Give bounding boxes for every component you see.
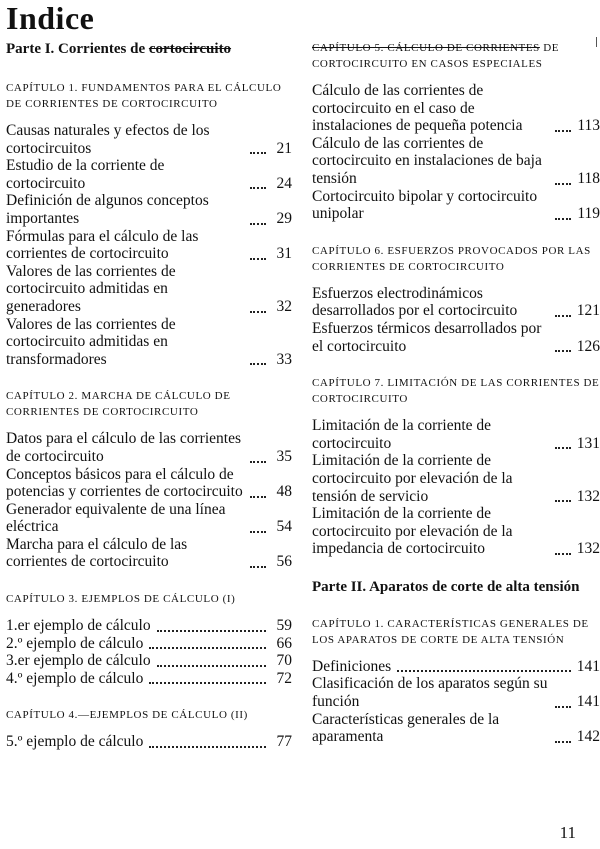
toc-entry-title: 2.º ejemplo de cálculo [6, 634, 144, 652]
toc-entry [6, 501, 292, 536]
dot-leader [250, 152, 266, 154]
left-column [6, 40, 292, 771]
dot-leader [555, 350, 571, 352]
toc-entry [6, 228, 292, 263]
dot-leader [250, 223, 266, 225]
toc-entry [312, 452, 600, 505]
toc-entry-title: Conceptos básicos para el cálculo de potencias y corrientes de cortocircuito [6, 465, 243, 501]
toc-entry [6, 733, 292, 751]
toc-entry [6, 316, 292, 369]
toc-entry [6, 466, 292, 501]
toc-entry-title: Limitación de la corriente de cortocircuito [312, 417, 492, 452]
toc-entry-title: Cálculo de las corrientes de cortocircuito en el caso de instalaciones de pequeña potencia [312, 82, 523, 135]
toc-entry [312, 505, 600, 558]
toc-entry-page: 24 [276, 174, 292, 192]
toc-entry [6, 617, 292, 635]
dot-leader [157, 630, 266, 632]
dot-leader [555, 706, 571, 708]
toc-entry-title: Causas naturales y efectos de los cortocircuitos [6, 122, 210, 157]
dot-leader [157, 665, 266, 667]
toc-entry-title: Definiciones [312, 657, 392, 675]
toc-entry-page: 29 [276, 209, 292, 227]
toc-entry-title: 4.º ejemplo de cálculo [6, 669, 144, 687]
toc-entry-title: Valores de las corrientes de cortocircuito admitidas en transformadores [6, 315, 176, 368]
dot-leader [397, 670, 571, 672]
toc-entry [312, 82, 600, 135]
dot-leader [250, 187, 266, 189]
page-number: 11 [559, 823, 576, 842]
chapter-heading: CAPÍTULO 1. FUNDAMENTOS PARA EL CÁLCULO DE CORRIENTES DE CORTOCIRCUITO [6, 82, 282, 110]
toc-entry [6, 652, 292, 670]
toc-entry-title: Características generales de la aparamenta [312, 710, 500, 746]
chapter-heading: CAPÍTULO 4.—EJEMPLOS DE CÁLCULO (II) [6, 709, 248, 722]
chapter-heading: CAPÍTULO 1. CARACTERÍSTICAS GENERALES DE LOS APARATOS DE CORTE DE ALTA TENSIÓN [312, 617, 589, 646]
chapter-heading: CAPÍTULO 2. MARCHA DE CÁLCULO DE CORRIENTES DE CORTOCIRCUITO [6, 390, 231, 419]
dot-leader [555, 500, 571, 502]
toc-entry-title: Marcha para el cálculo de las corrientes de cortocircuito [6, 535, 188, 571]
toc-entry [6, 430, 292, 465]
toc-entry-page: 113 [577, 117, 600, 135]
toc-entry [312, 658, 600, 676]
chapter-heading: CAPÍTULO 3. EJEMPLOS DE CÁLCULO (I) [6, 593, 236, 606]
toc-entry-page: 141 [576, 657, 600, 675]
toc-entry-page: 59 [276, 617, 292, 635]
toc-entry-title: Limitación de la corriente de cortocircuito por elevación de la tensión de servicio [312, 452, 513, 505]
toc-entry-page: 48 [276, 483, 292, 501]
chapter-block [6, 388, 292, 571]
dot-leader [555, 130, 571, 132]
toc-entry-title: Cálculo de las corrientes de cortocircuito en instalaciones de baja tensión [312, 134, 542, 187]
dot-leader [555, 183, 571, 185]
dot-leader [555, 741, 571, 743]
toc-entry [6, 192, 292, 227]
chapter-block [312, 375, 600, 558]
toc-entry-page: 70 [276, 652, 292, 670]
chapter-heading: CAPÍTULO 7. LIMITACIÓN DE LAS CORRIENTES DE CORTOCIRCUITO [312, 377, 600, 406]
toc-entry [6, 536, 292, 571]
dot-leader [250, 566, 266, 568]
toc-entry-page: 132 [576, 487, 600, 505]
dot-leader [250, 461, 266, 463]
dot-leader [250, 258, 266, 260]
dot-leader [250, 531, 266, 533]
chapter-heading: CAPÍTULO 6. ESFUERZOS PROVOCADOS POR LAS CORRIENTES DE CORTOCIRCUITO [312, 244, 591, 273]
chapter-block [6, 707, 292, 751]
toc-entry [312, 188, 600, 223]
toc-entry-page: 72 [276, 669, 292, 687]
chapter-block [312, 616, 600, 746]
chapter-5-heading [312, 40, 600, 72]
chapter-5-entries [312, 82, 600, 223]
chapter-5-heading-struck: CAPÍTULO 5. CÁLCULO DE CORRIENTES [312, 42, 540, 54]
toc-entry-page: 32 [276, 297, 292, 315]
toc-entry-title: Clasificación de los aparatos según su función [312, 675, 548, 711]
toc-entry [312, 675, 600, 710]
dot-leader [555, 553, 571, 555]
dot-leader [250, 496, 266, 498]
left-chapters [6, 80, 292, 751]
toc-entry-page: 31 [276, 245, 292, 263]
toc-entry-title: Fórmulas para el cálculo de las corrientes de cortocircuito [6, 227, 199, 263]
toc-entry-page: 119 [577, 205, 600, 223]
toc-entry [6, 670, 292, 688]
toc-entry-title: Generador equivalente de una línea eléctrica [6, 500, 226, 536]
part-heading-prefix: Parte I. Corrientes de [6, 41, 149, 57]
toc-entry [6, 122, 292, 157]
toc-entry-title: 5.º ejemplo de cálculo [6, 733, 144, 751]
toc-entry-page: 132 [576, 540, 600, 558]
toc-entry-title: Limitación de la corriente de cortocircuito por elevación de la impedancia de cortocircuito [312, 505, 513, 558]
right-chapters [312, 243, 600, 558]
toc-entry-page: 141 [576, 693, 600, 711]
toc-entry-page: 66 [276, 634, 292, 652]
chapter-5-heading-rest: DE CORTOCIRCUITO EN CASOS ESPECIALES [312, 42, 560, 70]
toc-entry [6, 263, 292, 316]
toc-entry-page: 77 [276, 733, 292, 751]
part-1-heading [6, 40, 292, 58]
toc-entry-page: 56 [276, 553, 292, 571]
dot-leader [555, 218, 571, 220]
toc-entry-title: Esfuerzos térmicos desarrollados por el cortocircuito [312, 319, 542, 355]
chapter-block [6, 591, 292, 687]
toc-entry-title: Estudio de la corriente de cortocircuito [6, 157, 165, 192]
dot-leader [555, 315, 571, 317]
toc-entry [312, 135, 600, 188]
toc-entry-page: 142 [576, 728, 600, 746]
toc-entry-title: 1.er ejemplo de cálculo [6, 617, 151, 635]
toc-entry [312, 285, 600, 320]
page-title: Indice [6, 0, 95, 36]
toc-entry [312, 711, 600, 746]
toc-entry-title: Valores de las corrientes de cortocircuito admitidas en generadores [6, 262, 176, 315]
toc-entry-page: 121 [576, 302, 600, 320]
toc-entry-page: 35 [276, 447, 292, 465]
dot-leader [149, 647, 266, 649]
part-2-chapters [312, 616, 600, 746]
toc-entry-title: Definición de algunos conceptos importantes [6, 192, 209, 227]
toc-entry-title: Esfuerzos electrodinámicos desarrollados por el cortocircuito [312, 284, 518, 320]
part-heading-struck: cortocircuito [148, 41, 232, 57]
dot-leader [555, 447, 571, 449]
right-column [312, 40, 600, 766]
toc-entry-page: 33 [276, 350, 292, 368]
part-2-heading: Parte II. Aparatos de corte de alta tensión [312, 578, 580, 595]
toc-entry [312, 320, 600, 355]
dot-leader [250, 363, 266, 365]
toc-entry-title: Cortocircuito bipolar y cortocircuito unipolar [312, 187, 538, 223]
dot-leader [250, 311, 266, 313]
toc-entry-page: 21 [276, 139, 292, 157]
toc-entry-title: 3.er ejemplo de cálculo [6, 652, 151, 670]
toc-entry [312, 417, 600, 452]
chapter-block [312, 243, 600, 355]
chapter-block [6, 80, 292, 368]
toc-entry-page: 126 [576, 337, 600, 355]
toc-entry-page: 131 [576, 434, 600, 452]
toc-entry [6, 157, 292, 192]
toc-entry-page: 54 [276, 518, 292, 536]
toc-entry [6, 635, 292, 653]
dot-leader [149, 746, 266, 748]
toc-entry-title: Datos para el cálculo de las corrientes de cortocircuito [6, 430, 241, 465]
dot-leader [149, 682, 266, 684]
toc-entry-page: 118 [577, 169, 600, 187]
